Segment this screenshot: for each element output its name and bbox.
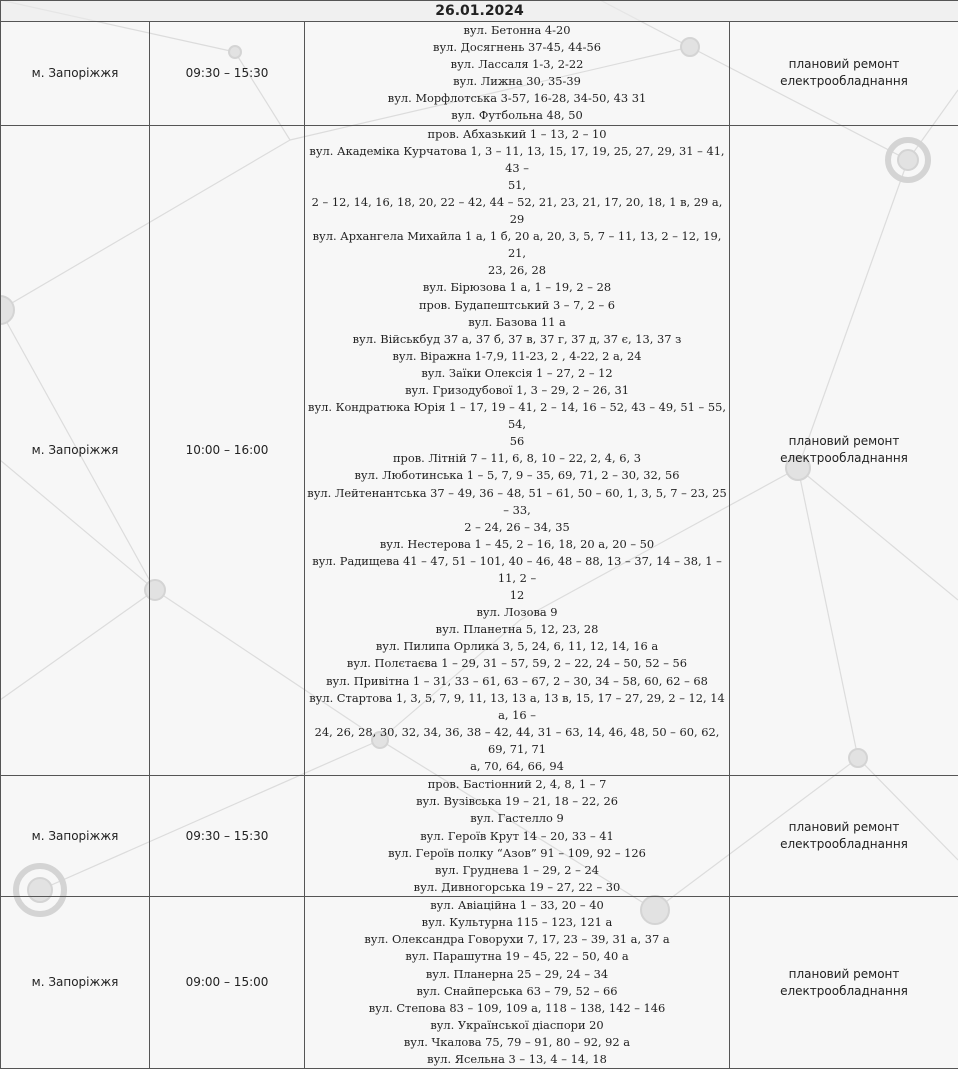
street-line: вул. Олександра Говорухи 7, 17, 23 – 39, 31 а, 37 а [307, 931, 727, 948]
table-row [1, 22, 958, 126]
street-line: вул. Планерна 25 – 29, 24 – 34 [307, 966, 727, 983]
table-row [1, 776, 958, 897]
street-line: вул. Футбольна 48, 50 [307, 107, 727, 124]
street-line: 56 [307, 433, 727, 450]
schedule-date: 26.01.2024 [1, 1, 958, 22]
street-line: 23, 26, 28 [307, 262, 727, 279]
street-line: вул. Лейтенантська 37 – 49, 36 – 48, 51 – 61, 50 – 60, 1, 3, 5, 7 – 23, 25 – 33, [307, 485, 727, 519]
street-line: вул. Героїв Крут 14 – 20, 33 – 41 [307, 828, 727, 845]
street-line: вул. Героїв полку “Азов” 91 – 109, 92 – 126 [307, 845, 727, 862]
street-line: 24, 26, 28, 30, 32, 34, 36, 38 – 42, 44, 31 – 63, 14, 46, 48, 50 – 60, 62, 69, 71, 71 [307, 724, 727, 758]
street-line: вул. Ясельна 3 – 13, 4 – 14, 18 [307, 1051, 727, 1068]
street-line: вул. Планетна 5, 12, 23, 28 [307, 621, 727, 638]
reason-line: електрообладнання [733, 836, 955, 853]
street-line: пров. Абхазький 1 – 13, 2 – 10 [307, 126, 727, 143]
street-line: вул. Парашутна 19 – 45, 22 – 50, 40 а [307, 948, 727, 965]
street-line: вул. Культурна 115 – 123, 121 а [307, 914, 727, 931]
street-line: вул. Чкалова 75, 79 – 91, 80 – 92, 92 а [307, 1034, 727, 1051]
street-line: 12 [307, 587, 727, 604]
street-line: вул. Заїки Олексія 1 – 27, 2 – 12 [307, 365, 727, 382]
table-row [1, 125, 958, 776]
street-line: 51, [307, 177, 727, 194]
street-line: вул. Снайперська 63 – 79, 52 – 66 [307, 983, 727, 1000]
reason-cell [730, 776, 958, 897]
time-cell: 09:00 – 15:00 [150, 897, 305, 1069]
street-line: вул. Віражна 1-7,9, 11-23, 2 , 4-22, 2 а, 24 [307, 348, 727, 365]
street-line: 2 – 24, 26 – 34, 35 [307, 519, 727, 536]
reason-line: електрообладнання [733, 983, 955, 1000]
street-line: вул. Стартова 1, 3, 5, 7, 9, 11, 13, 13 а, 13 в, 15, 17 – 27, 29, 2 – 12, 14 а, 16 – [307, 690, 727, 724]
reason-line: плановий ремонт [733, 819, 955, 836]
street-line: вул. Люботинська 1 – 5, 7, 9 – 35, 69, 71, 2 – 30, 32, 56 [307, 467, 727, 484]
reason-line: плановий ремонт [733, 433, 955, 450]
reason-line: електрообладнання [733, 450, 955, 467]
street-line: вул. Української діаспори 20 [307, 1017, 727, 1034]
street-line: вул. Груднева 1 – 29, 2 – 24 [307, 862, 727, 879]
reason-line: електрообладнання [733, 73, 955, 90]
street-line: вул. Військбуд 37 а, 37 б, 37 в, 37 г, 37 д, 37 є, 13, 37 з [307, 331, 727, 348]
reason-cell [730, 22, 958, 126]
city-cell: м. Запоріжжя [1, 897, 150, 1069]
streets-cell [305, 897, 730, 1069]
street-line: пров. Літній 7 – 11, 6, 8, 10 – 22, 2, 4, 6, 3 [307, 450, 727, 467]
street-line: вул. Кондратюка Юрія 1 – 17, 19 – 41, 2 – 14, 16 – 52, 43 – 49, 51 – 55, 54, [307, 399, 727, 433]
city-cell: м. Запоріжжя [1, 776, 150, 897]
time-cell: 10:00 – 16:00 [150, 125, 305, 776]
street-line: пров. Бастіонний 2, 4, 8, 1 – 7 [307, 776, 727, 793]
street-line: пров. Будапештський 3 – 7, 2 – 6 [307, 297, 727, 314]
city-cell: м. Запоріжжя [1, 22, 150, 126]
street-line: вул. Гризодубової 1, 3 – 29, 2 – 26, 31 [307, 382, 727, 399]
street-line: вул. Досягнень 37-45, 44-56 [307, 39, 727, 56]
time-cell: 09:30 – 15:30 [150, 776, 305, 897]
street-line: вул. Авіаційна 1 – 33, 20 – 40 [307, 897, 727, 914]
streets-cell [305, 125, 730, 776]
street-line: вул. Морфлотська 3-57, 16-28, 34-50, 43 31 [307, 90, 727, 107]
street-line: вул. Академіка Курчатова 1, 3 – 11, 13, 15, 17, 19, 25, 27, 29, 31 – 41, 43 – [307, 143, 727, 177]
street-line: вул. Лассаля 1-3, 2-22 [307, 56, 727, 73]
street-line: вул. Степова 83 – 109, 109 а, 118 – 138, 142 – 146 [307, 1000, 727, 1017]
street-line: вул. Полєтаєва 1 – 29, 31 – 57, 59, 2 – 22, 24 – 50, 52 – 56 [307, 655, 727, 672]
reason-line: плановий ремонт [733, 56, 955, 73]
reason-cell [730, 125, 958, 776]
streets-cell [305, 22, 730, 126]
street-line: вул. Дивногорська 19 – 27, 22 – 30 [307, 879, 727, 896]
street-line: вул. Радищева 41 – 47, 51 – 101, 40 – 46, 48 – 88, 13 – 37, 14 – 38, 1 – 11, 2 – [307, 553, 727, 587]
street-line: вул. Бірюзова 1 а, 1 – 19, 2 – 28 [307, 279, 727, 296]
street-line: вул. Гастелло 9 [307, 810, 727, 827]
street-line: а, 70, 64, 66, 94 [307, 758, 727, 775]
city-cell: м. Запоріжжя [1, 125, 150, 776]
table-row [1, 897, 958, 1069]
street-line: вул. Нестерова 1 – 45, 2 – 16, 18, 20 а, 20 – 50 [307, 536, 727, 553]
street-line: вул. Базова 11 а [307, 314, 727, 331]
reason-line: плановий ремонт [733, 966, 955, 983]
street-line: вул. Вузівська 19 – 21, 18 – 22, 26 [307, 793, 727, 810]
time-cell: 09:30 – 15:30 [150, 22, 305, 126]
street-line: вул. Бетонна 4-20 [307, 22, 727, 39]
streets-cell [305, 776, 730, 897]
street-line: вул. Пилипа Орлика 3, 5, 24, 6, 11, 12, 14, 16 а [307, 638, 727, 655]
reason-cell [730, 897, 958, 1069]
street-line: 2 – 12, 14, 16, 18, 20, 22 – 42, 44 – 52, 21, 23, 21, 17, 20, 18, 1 в, 29 а, 29 [307, 194, 727, 228]
street-line: вул. Лозова 9 [307, 604, 727, 621]
street-line: вул. Архангела Михайла 1 а, 1 б, 20 а, 20, 3, 5, 7 – 11, 13, 2 – 12, 19, 21, [307, 228, 727, 262]
street-line: вул. Лижна 30, 35-39 [307, 73, 727, 90]
street-line: вул. Привітна 1 – 31, 33 – 61, 63 – 67, 2 – 30, 34 – 58, 60, 62 – 68 [307, 673, 727, 690]
